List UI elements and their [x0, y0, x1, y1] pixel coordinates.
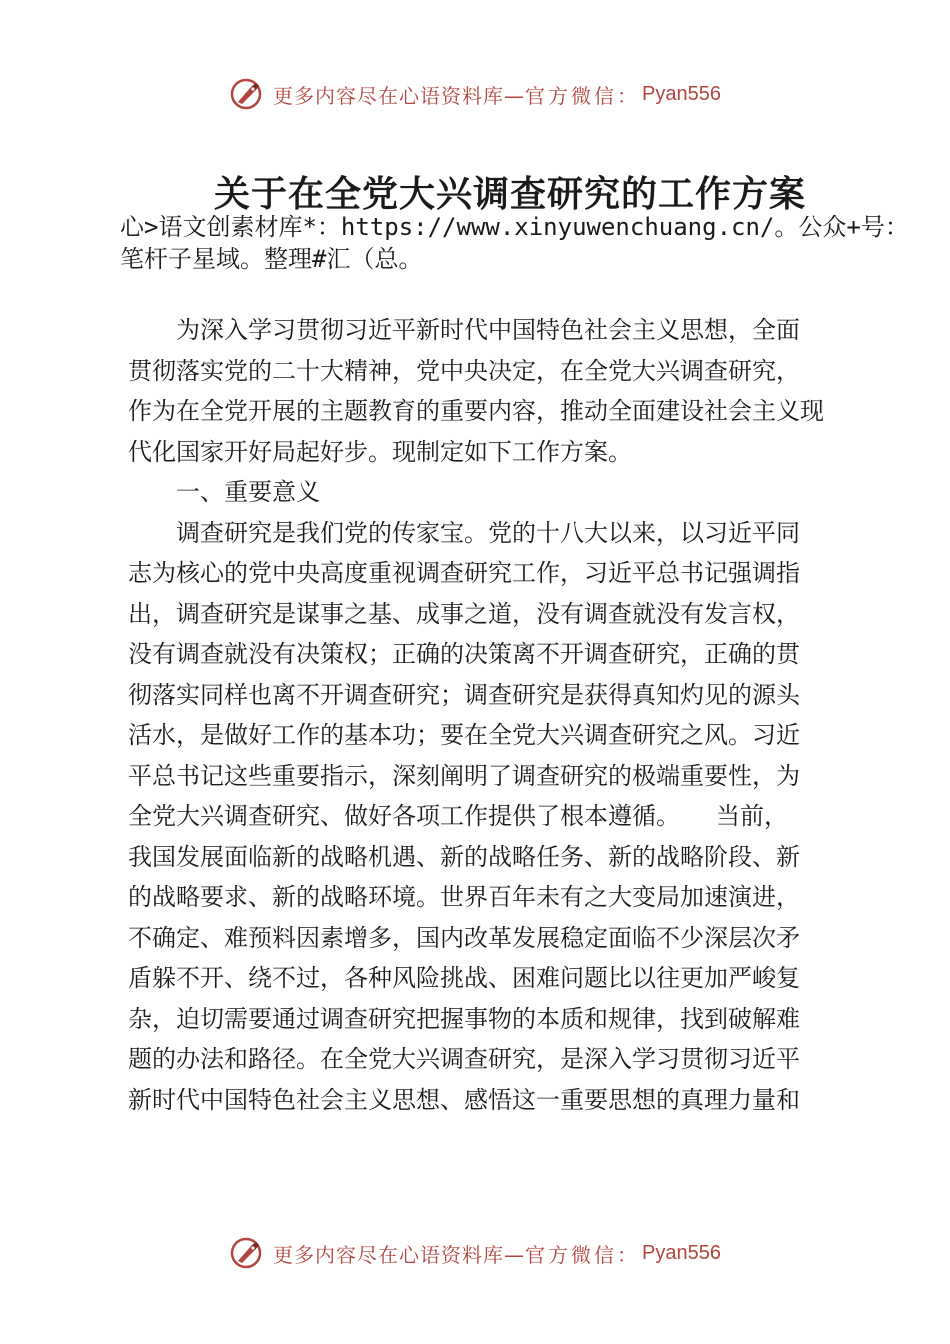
body-line: 志为核心的党中央高度重视调查研究工作，习近平总书记强调指 — [128, 559, 800, 587]
pen-nib-logo-icon — [229, 1236, 263, 1270]
source-line-2: 笔杆子星域。整理#汇（总。 — [120, 245, 423, 273]
body-line: 贯彻落实党的二十大精神，党中央决定，在全党大兴调查研究， — [128, 356, 800, 385]
banner-text: 更多内容尽在心语资料库— — [273, 1242, 526, 1267]
source-line-1: 心>语文创素材库*：https://www.xinyuwenchuang.cn/。公众+号： — [120, 213, 909, 241]
body-line: 新时代中国特色社会主义思想、感悟这一重要思想的真理力量和 — [128, 1085, 800, 1114]
body-line: 出，调查研究是谋事之基、成事之道，没有调查就没有发言权， — [128, 599, 800, 628]
body-line: 没有调查就没有决策权；正确的决策离不开调查研究，正确的贯 — [128, 640, 800, 668]
source-note — [120, 211, 909, 275]
banner-wechat-label: 官方微信： — [525, 83, 641, 108]
body-line: 代化国家开好局起好步。现制定如下工作方案。 — [128, 437, 632, 466]
banner-handle: Pyan556 — [642, 82, 721, 105]
body-line: 活水，是做好工作的基本功；要在全党大兴调查研究之风。习近 — [128, 721, 800, 749]
pen-nib-logo-icon — [229, 77, 263, 111]
body-line: 彻落实同样也离不开调查研究；调查研究是获得真知灼见的源头 — [128, 680, 800, 709]
document-body — [128, 310, 848, 1120]
body-line: 不确定、难预料因素增多，国内改革发展稳定面临不少深层次矛 — [128, 923, 800, 952]
body-line: 盾躲不开、绕不过，各种风险挑战、困难问题比以往更加严峻复 — [128, 964, 800, 992]
body-line: 为深入学习贯彻习近平新时代中国特色社会主义思想，全面 — [128, 316, 800, 344]
footer-banner — [0, 1231, 950, 1275]
body-line: 平总书记这些重要指示，深刻阐明了调查研究的极端重要性，为 — [128, 761, 800, 790]
body-line: 全党大兴调查研究、做好各项工作提供了根本遵循。 当前， — [128, 802, 788, 830]
header-banner — [0, 72, 950, 116]
document-title: 关于在全党大兴调查研究的工作方案 — [213, 173, 806, 215]
body-line: 调查研究是我们党的传家宝。党的十八大以来，以习近平同 — [128, 518, 800, 547]
body-line: 我国发展面临新的战略机遇、新的战略任务、新的战略阶段、新 — [128, 842, 800, 871]
body-line: 作为在全党开展的主题教育的重要内容，推动全面建设社会主义现 — [128, 397, 824, 425]
body-line: 题的办法和路径。在全党大兴调查研究，是深入学习贯彻习近平 — [128, 1045, 800, 1073]
section-heading: 一、重要意义 — [128, 478, 320, 506]
banner-text: 更多内容尽在心语资料库— — [273, 83, 526, 108]
banner-handle: Pyan556 — [642, 1241, 721, 1264]
banner-wechat-label: 官方微信： — [525, 1242, 641, 1267]
body-line: 杂，迫切需要通过调查研究把握事物的本质和规律，找到破解难 — [128, 1004, 800, 1033]
body-line: 的战略要求、新的战略环境。世界百年未有之大变局加速演进， — [128, 883, 800, 911]
